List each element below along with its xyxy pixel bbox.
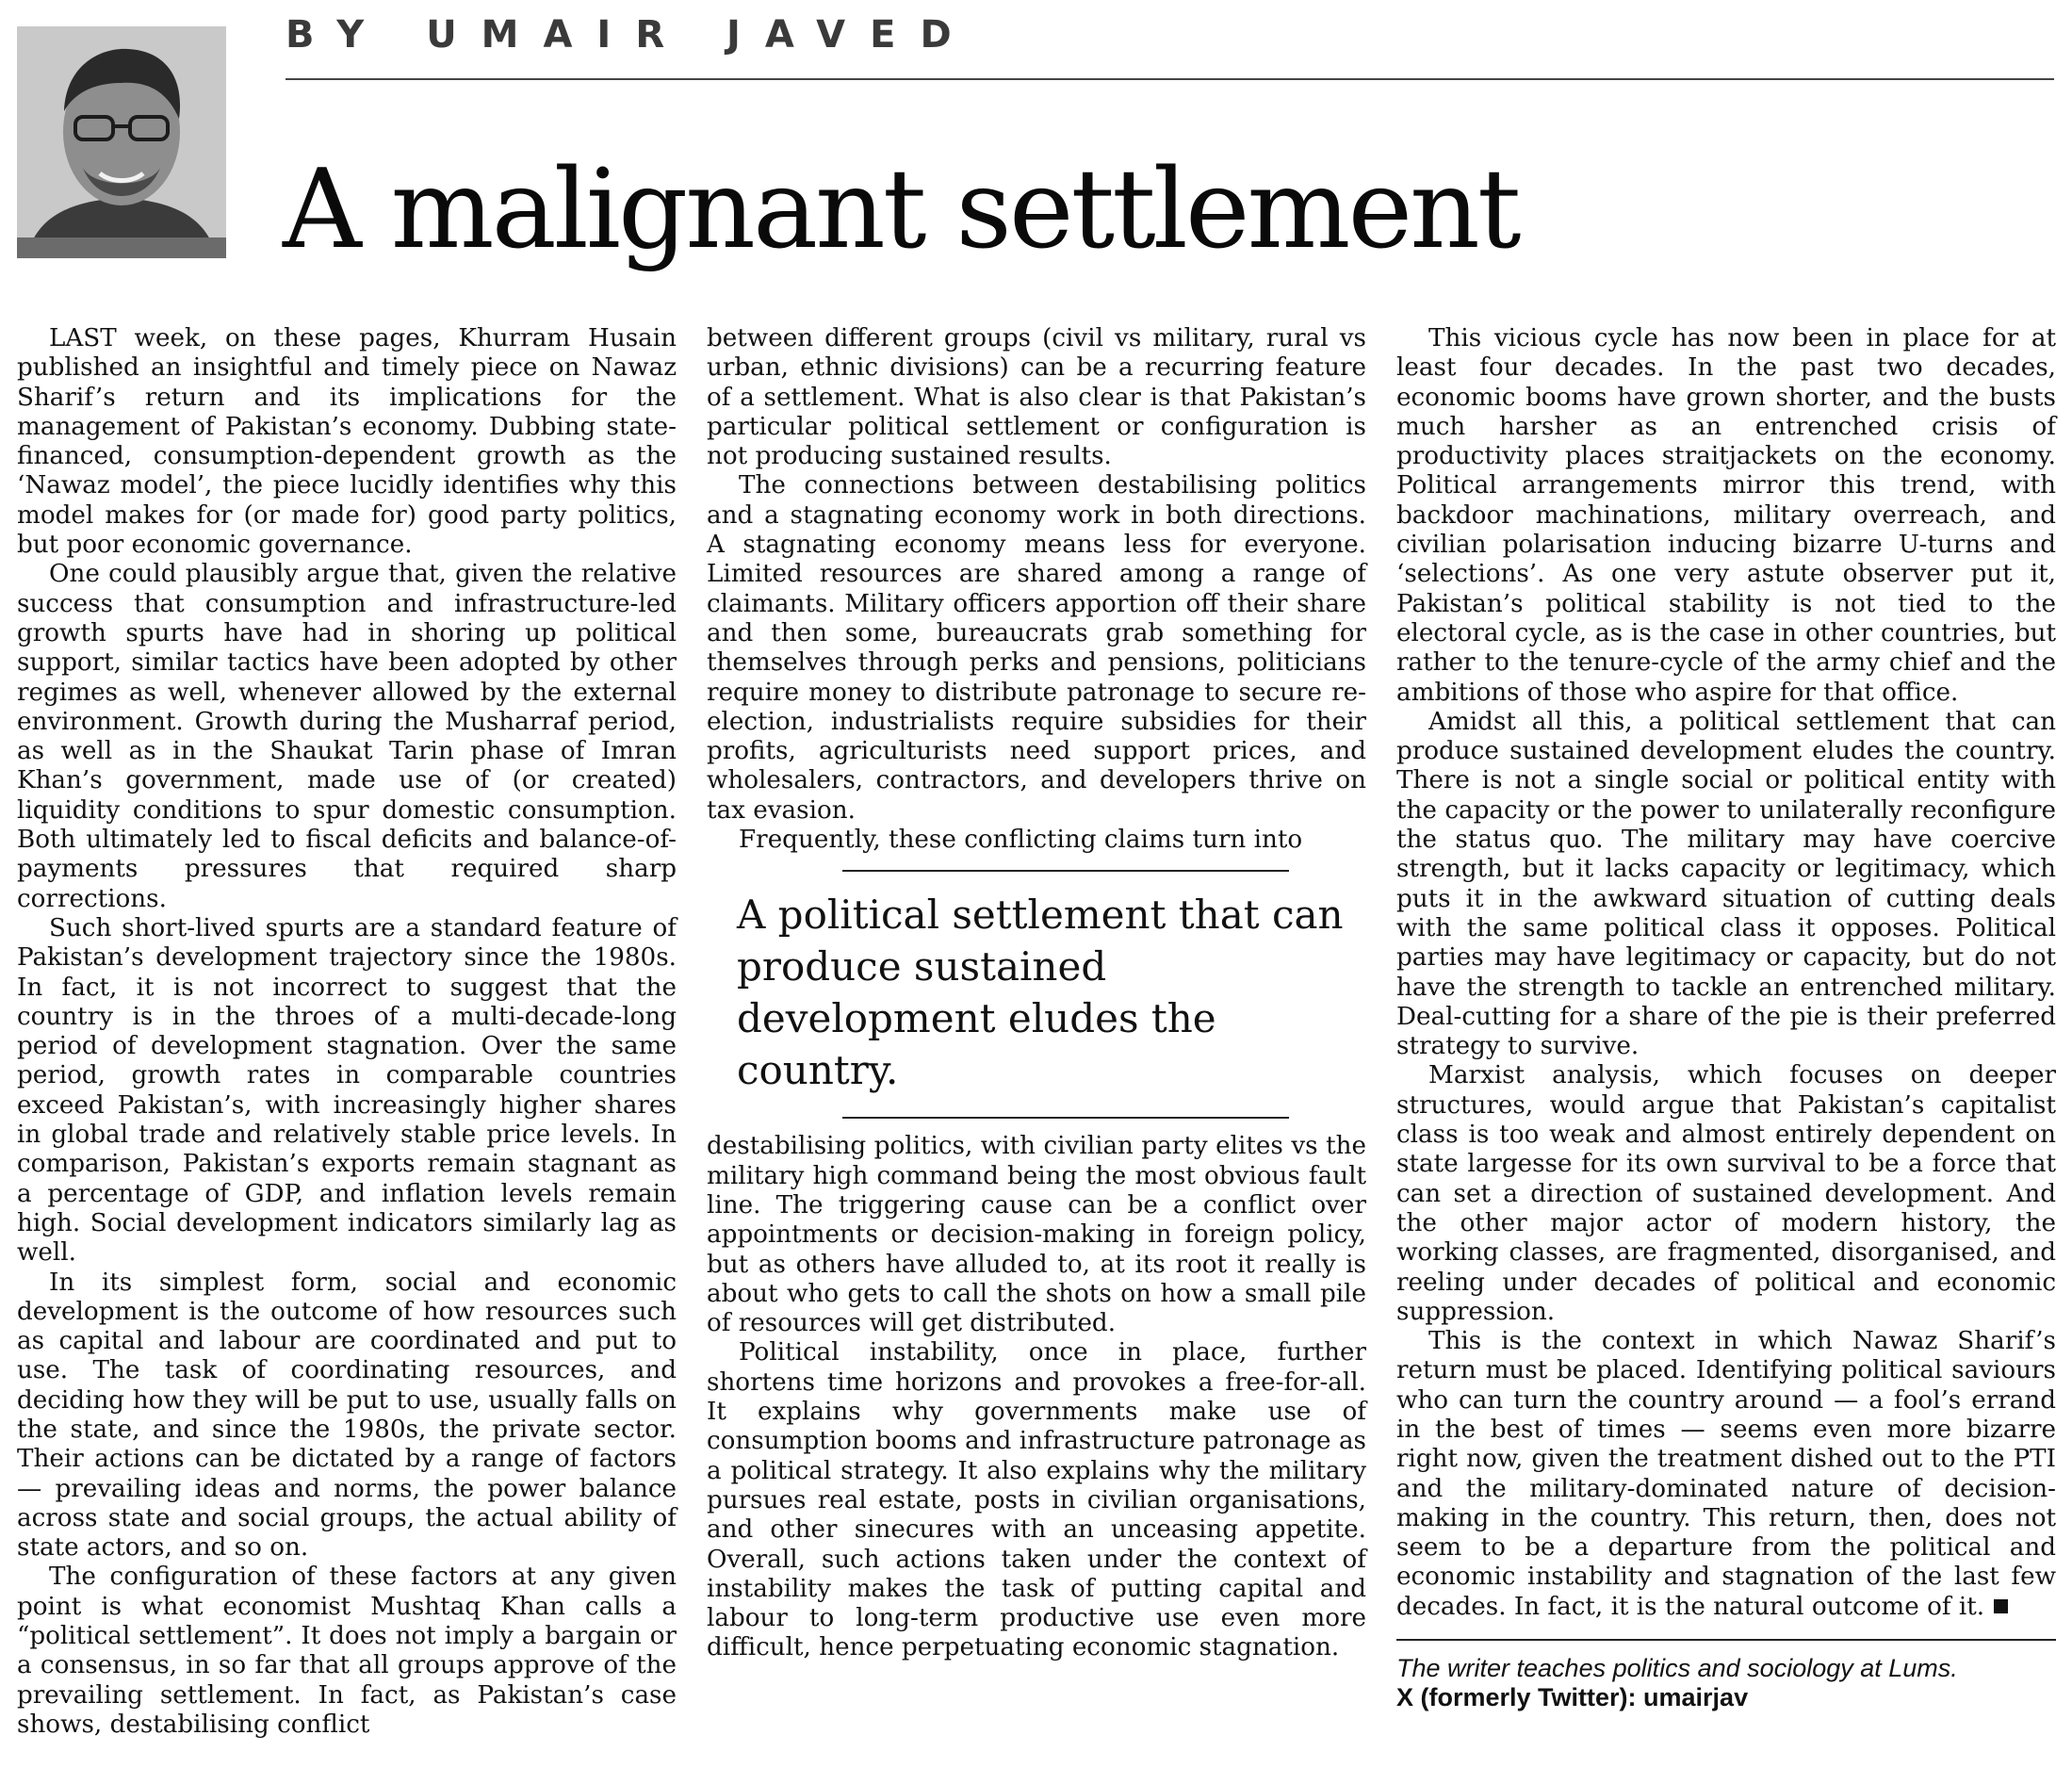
column-2 — [707, 324, 1366, 1663]
paragraph: One could plausibly argue that, given the relative success that consumption and infrastructure-led growth spurts have had in shoring up political support, similar tactics have been adopted by other regimes as well, whenever allowed by the external environment. Growth during the Musharraf period, as well as in the Shaukat Tarin phase of Imran Khan’s government, made use of (or created) liquidity conditions to spur domestic consumption. Both ultimately led to fiscal deficits and balance-of-payments pressures that required sharp corrections. — [17, 560, 677, 913]
final-paragraph — [1396, 1327, 2056, 1622]
pull-quote — [707, 870, 1366, 1119]
paragraph: Marxist analysis, which focuses on deeper structures, would argue that Pakistan’s capitalist class is too weak and almost entirely dependent on state largesse for its own survival to be a force that can set a direction of sustained development. And the other major actor of modern history, the working classes, are fragmented, disorganised, and reeling under decades of political and economic suppression. — [1396, 1061, 2056, 1326]
paragraph: The connections between destabilising politics and a stagnating economy work in both directions. A stagnating economy means less for everyone. Limited resources are shared among a range of claimants. Military officers apportion off their share and then some, bureaucrats grab something for themselves through perks and pensions, politicians require money to distribute patronage to secure re-election, industrialists require subsidies for their profits, agriculturists need support prices, and wholesalers, contractors, and developers thrive on tax evasion. — [707, 471, 1366, 825]
paragraph: destabilising politics, with civilian party elites vs the military high command being the most obvious fault line. The triggering cause can be a conflict over appointments or decision-making in foreign policy, but as others have alluded to, at its root it really is about who gets to call the shots on how a small pile of resources will get distributed. — [707, 1132, 1366, 1338]
paragraph: Such short-lived spurts are a standard feature of Pakistan’s development trajectory since the 1980s. In fact, it is not incorrect to suggest that the country is in the throes of a multi-decade-long period of development stagnation. Over the same period, growth rates in comparable countries exceed Pakistan’s, with increasingly higher shares in global trade and relatively stable price levels. In comparison, Pakistan’s exports remain stagnant as a percentage of GDP, and inflation levels remain high. Social development indicators similarly lag as well. — [17, 913, 677, 1268]
author-photo — [17, 26, 226, 258]
pull-quote-rule-bottom — [842, 1117, 1289, 1119]
byline-rule — [286, 78, 2054, 80]
paragraph: Frequently, these conflicting claims turn into — [739, 826, 1303, 855]
paragraph: The configuration of these factors at any given point is what economist Mushtaq Khan calls a “political settlement”. It does not imply a bargain or a consensus, in so far that all groups approve of the prevailing settlement. In fact, as Pakistan’s case shows, destabilising conflict — [17, 1563, 677, 1739]
byline: BY UMAIR JAVED — [286, 13, 976, 57]
paragraph: Amidst all this, a political settlement that can produce sustained development eludes the country. There is not a single social or political entity with the capacity or the power to unilaterally reconfigure the status quo. The military may have coercive strength, but it lacks capacity or legitimacy, which puts it in the awkward situation of cutting deals with the same political class it opposes. Political parties may have legitimacy or capacity, but do not have the strength to tackle an entrenched military. Deal-cutting for a share of the pie is their preferred strategy to survive. — [1396, 707, 2056, 1061]
photo-caption-band — [17, 237, 226, 258]
end-mark-icon — [1994, 1599, 2008, 1613]
paragraph: This vicious cycle has now been in place for at least four decades. In the past two decades, economic booms have grown shorter, and the busts much harsher as an entrenched crisis of productivity places straitjackets on the economy. Political arrangements mirror this trend, with backdoor machinations, military overreach, and civilian polarisation inducing bizarre U-turns and ‘selections’. As one very astute observer put it, Pakistan’s political stability is not tied to the electoral cycle, as is the case in other countries, but rather to the tenure-cycle of the army chief and the ambitions of those who aspire for that office. — [1396, 324, 2056, 707]
paragraph-text: This is the context in which Nawaz Sharif’s return must be placed. Identifying political saviours who can turn the country around — a fool’s errand in the best of times — seems even more bizarre right now, given the treatment dished out to the PTI and the military-dominated nature of decision-making in the country. This return, then, does not seem to be a departure from the political and economic instability and stagnation of the last few decades. In fact, it is the natural outcome of it. — [1396, 1327, 2056, 1621]
paragraph: LAST week, on these pages, Khurram Husain published an insightful and timely piece on Nawaz Sharif’s return and its implications for the management of Pakistan’s economy. Dubbing state-financed, consumption-dependent growth as the ‘Nawaz model’, the piece lucidly identifies why this model makes for (or made for) good party politics, but poor economic governance. — [17, 324, 677, 560]
author-tagline: The writer teaches politics and sociology at Lums. — [1396, 1654, 1958, 1683]
paragraph: In its simplest form, social and economic development is the outcome of how resources such as capital and labour are coordinated and put to use. The task of coordinating resources, and deciding how they will be put to use, usually falls on the state, and since the 1980s, the private sector. Their actions can be dictated by a range of factors — prevailing ideas and norms, the power balance across state and social groups, the actual ability of state actors, and so on. — [17, 1268, 677, 1563]
headline: A malignant settlement — [283, 146, 1519, 273]
tagline-rule — [1396, 1639, 2056, 1641]
pull-quote-text: A political settlement that can produce sustained development eludes the country. — [737, 892, 1344, 1094]
paragraph: Political instability, once in place, further shortens time horizons and provokes a free-for-all. It explains why governments make use of consumption booms and infrastructure patronage as a political strategy. It also explains why the military pursues real estate, posts in civilian organisations, and other sinecures with an unceasing appetite. Overall, such actions taken under the context of instability makes the task of putting capital and labour to long-term productive use even more difficult, hence perpetuating economic stagnation. — [707, 1338, 1366, 1662]
column-1 — [17, 324, 677, 1740]
column-3 — [1396, 324, 2056, 1712]
paragraph: between different groups (civil vs military, rural vs urban, ethnic divisions) can be a recurring feature of a settlement. What is also clear is that Pakistan’s particular political settlement or configuration is not producing sustained results. — [707, 324, 1366, 471]
social-handle: X (formerly Twitter): umairjav — [1396, 1683, 1749, 1712]
